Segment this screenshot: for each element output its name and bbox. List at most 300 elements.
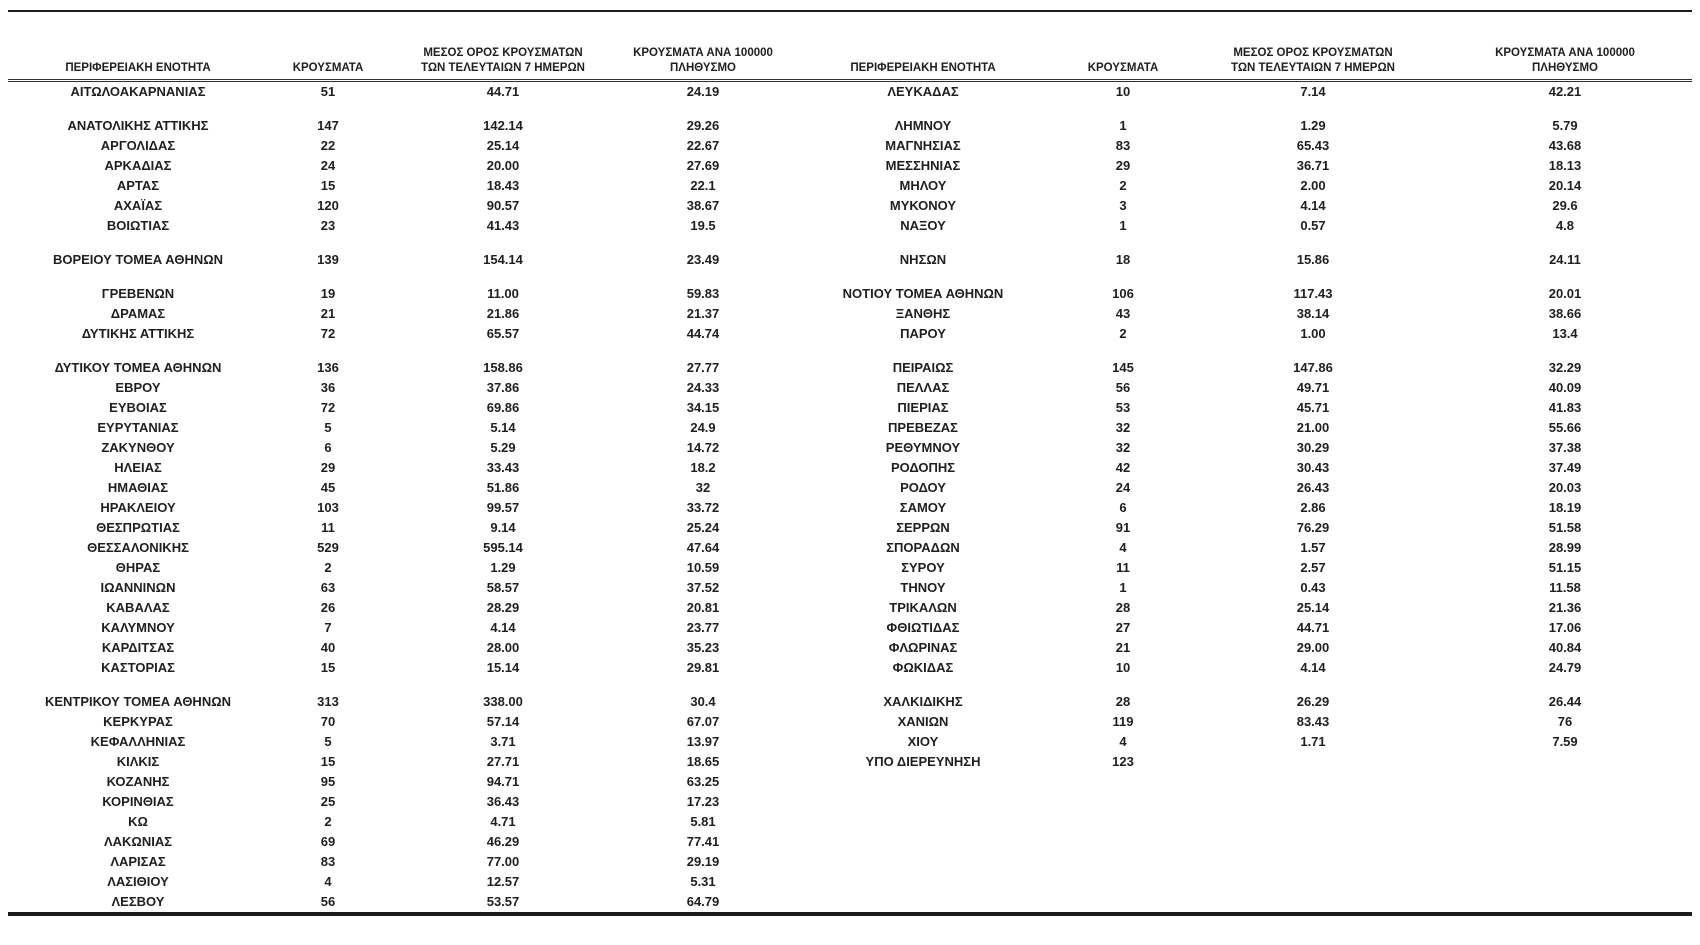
left-cases-cell: 103 <box>317 500 339 515</box>
left-per100k-cell: 32 <box>695 480 711 495</box>
left-avg7-cell: 51.86 <box>486 480 520 495</box>
right-per100k-cell <box>1438 752 1692 772</box>
right-per100k-cell: 20.14 <box>1548 178 1582 193</box>
left-region-cell: ΛΕΣΒΟΥ <box>111 894 165 909</box>
right-per100k-cell <box>1438 892 1692 914</box>
right-per100k-cell <box>1438 792 1692 812</box>
left-avg7-cell: 21.86 <box>486 306 520 321</box>
left-region-cell: ΒΟΡΕΙΟΥ ΤΟΜΕΑ ΑΘΗΝΩΝ <box>52 252 224 267</box>
right-cases-cell: 28 <box>1115 694 1131 709</box>
left-avg7-cell: 94.71 <box>486 774 520 789</box>
left-cases-cell: 56 <box>320 894 336 909</box>
left-avg7-cell: 595.14 <box>483 540 523 555</box>
right-per100k-cell: 76 <box>1557 714 1573 729</box>
table-row <box>8 344 1692 378</box>
right-avg7-cell: 1.00 <box>1300 326 1326 341</box>
right-per100k-cell: 7.59 <box>1552 734 1578 749</box>
left-avg7-cell: 158.86 <box>483 360 523 375</box>
left-avg7-cell: 33.43 <box>486 460 520 475</box>
right-avg7-cell: 45.71 <box>1296 400 1330 415</box>
right-cases-cell: 145 <box>1112 360 1134 375</box>
header-row <box>8 11 1692 81</box>
right-per100k-cell: 18.13 <box>1548 158 1582 173</box>
right-avg7-cell: 117.43 <box>1293 286 1333 301</box>
left-avg7-cell: 36.43 <box>486 794 520 809</box>
left-region-cell: ΚΟΖΑΝΗΣ <box>106 774 170 789</box>
right-per100k-cell: 21.36 <box>1548 600 1582 615</box>
right-cases-cell: 1 <box>1119 118 1127 133</box>
right-per100k-cell: 20.01 <box>1548 286 1582 301</box>
table-row <box>8 658 1692 678</box>
right-region-cell <box>788 892 1058 914</box>
left-region-cell: ΙΩΑΝΝΙΝΩΝ <box>100 580 176 595</box>
right-avg7-cell <box>1188 832 1438 852</box>
right-per100k-cell: 24.11 <box>1549 252 1581 267</box>
right-region-cell: ΡΟΔΟΠΗΣ <box>890 460 956 475</box>
left-region-cell: ΖΑΚΥΝΘΟΥ <box>101 440 175 455</box>
left-per100k-header-line1: ΚΡΟΥΣΜΑΤΑ ΑΝΑ 100000 <box>633 47 773 60</box>
left-avg7-cell: 11.00 <box>487 286 519 301</box>
left-avg7-cell: 90.57 <box>486 198 520 213</box>
left-per100k-cell: 10.59 <box>686 560 720 575</box>
table-body <box>8 81 1692 915</box>
right-region-cell: ΠΕΛΛΑΣ <box>896 380 950 395</box>
left-cases-cell: 69 <box>320 834 336 849</box>
right-avg7-cell: 0.43 <box>1300 580 1326 595</box>
right-cases-cell <box>1058 832 1188 852</box>
right-avg7-cell: 44.71 <box>1296 620 1330 635</box>
left-avg7-cell: 9.14 <box>490 520 516 535</box>
left-cases-cell: 36 <box>320 380 336 395</box>
left-avg7-cell: 1.29 <box>490 560 516 575</box>
right-avg7-cell <box>1188 792 1438 812</box>
right-region-cell <box>788 772 1058 792</box>
table-row <box>8 438 1692 458</box>
left-per100k-cell: 14.72 <box>686 440 720 455</box>
right-cases-cell: 53 <box>1115 400 1131 415</box>
left-per100k-cell: 63.25 <box>686 774 720 789</box>
left-per100k-header <box>618 11 788 81</box>
left-cases-cell: 40 <box>320 640 336 655</box>
right-per100k-cell: 32.29 <box>1548 360 1582 375</box>
left-per100k-cell: 18.2 <box>690 460 716 475</box>
left-per100k-cell: 27.77 <box>686 360 720 375</box>
right-region-cell <box>788 832 1058 852</box>
left-per100k-cell: 77.41 <box>686 834 720 849</box>
left-per100k-cell: 29.19 <box>686 854 720 869</box>
table-row <box>8 102 1692 136</box>
left-cases-cell: 72 <box>320 400 336 415</box>
right-region-cell: ΠΑΡΟΥ <box>900 326 946 341</box>
right-region-cell: ΛΕΥΚΑΔΑΣ <box>887 84 959 99</box>
right-cases-cell: 43 <box>1115 306 1131 321</box>
table-row <box>8 772 1692 792</box>
left-per100k-cell: 5.31 <box>690 874 716 889</box>
left-avg7-cell: 28.29 <box>486 600 520 615</box>
table-row <box>8 618 1692 638</box>
left-per100k-cell: 23.49 <box>686 252 720 267</box>
right-cases-cell: 91 <box>1115 520 1131 535</box>
left-avg7-cell: 53.57 <box>486 894 520 909</box>
right-region-cell: ΜΥΚΟΝΟΥ <box>889 198 957 213</box>
left-avg7-cell: 20.00 <box>486 158 520 173</box>
table-row <box>8 578 1692 598</box>
right-avg7-cell <box>1188 812 1438 832</box>
left-region-cell: ΚΑΒΑΛΑΣ <box>106 600 170 615</box>
left-cases-cell: 29 <box>320 460 336 475</box>
right-region-cell <box>788 852 1058 872</box>
right-avg7-cell: 7.14 <box>1300 84 1326 99</box>
left-per100k-cell: 19.5 <box>690 218 716 233</box>
right-per100k-cell <box>1438 832 1692 852</box>
left-cases-cell: 95 <box>320 774 336 789</box>
left-per100k-cell: 20.81 <box>686 600 720 615</box>
right-avg7-cell: 15.86 <box>1296 252 1330 267</box>
right-cases-cell: 2 <box>1119 178 1127 193</box>
left-avg7-header-line2: ΤΩΝ ΤΕΛΕΥΤΑΙΩΝ 7 ΗΜΕΡΩΝ <box>421 62 585 75</box>
right-cases-cell: 32 <box>1115 440 1131 455</box>
right-region-cell: ΦΩΚΙΔΑΣ <box>892 660 954 675</box>
right-per100k-cell: 38.66 <box>1548 306 1582 321</box>
left-cases-cell: 51 <box>320 84 336 99</box>
table-row <box>8 872 1692 892</box>
left-region-cell: ΑΙΤΩΛΟΑΚΑΡΝΑΝΙΑΣ <box>70 84 206 99</box>
left-per100k-cell: 5.81 <box>690 814 716 829</box>
left-avg7-cell: 65.57 <box>486 326 520 341</box>
left-per100k-cell: 33.72 <box>686 500 720 515</box>
right-per100k-cell <box>1438 852 1692 872</box>
right-avg7-cell: 147.86 <box>1293 360 1333 375</box>
right-region-cell: ΠΙΕΡΙΑΣ <box>897 400 949 415</box>
table-row <box>8 712 1692 732</box>
right-region-cell: ΜΗΛΟΥ <box>899 178 947 193</box>
right-cases-cell: 2 <box>1119 326 1127 341</box>
right-avg7-cell: 36.71 <box>1296 158 1330 173</box>
right-avg7-cell <box>1188 872 1438 892</box>
right-per100k-cell: 24.79 <box>1548 660 1582 675</box>
table-row <box>8 832 1692 852</box>
left-region-cell: ΘΗΡΑΣ <box>115 560 161 575</box>
left-region-cell: ΚΩ <box>128 814 148 829</box>
right-region-cell: ΦΛΩΡΙΝΑΣ <box>888 640 958 655</box>
right-per100k-cell: 5.79 <box>1552 118 1578 133</box>
right-region-cell: ΦΘΙΩΤΙΔΑΣ <box>886 620 960 635</box>
left-per100k-cell: 44.74 <box>686 326 720 341</box>
left-cases-cell: 26 <box>320 600 336 615</box>
left-region-cell: ΚΑΣΤΟΡΙΑΣ <box>101 660 175 675</box>
right-per100k-cell: 20.03 <box>1548 480 1582 495</box>
left-avg7-cell: 5.14 <box>490 420 516 435</box>
left-per100k-cell: 13.97 <box>686 734 720 749</box>
right-per100k-cell: 37.49 <box>1548 460 1582 475</box>
right-per100k-cell: 51.58 <box>1548 520 1582 535</box>
left-avg7-cell: 46.29 <box>486 834 520 849</box>
right-cases-cell: 24 <box>1115 480 1131 495</box>
left-region-cell: ΒΟΙΩΤΙΑΣ <box>106 218 170 233</box>
right-per100k-cell: 18.19 <box>1548 500 1582 515</box>
right-per100k-header <box>1438 11 1692 81</box>
right-per100k-cell: 17.06 <box>1548 620 1582 635</box>
right-avg7-cell: 38.14 <box>1296 306 1330 321</box>
right-per100k-header-line1: ΚΡΟΥΣΜΑΤΑ ΑΝΑ 100000 <box>1495 47 1635 60</box>
left-per100k-cell: 47.64 <box>686 540 720 555</box>
right-region-cell: ΡΕΘΥΜΝΟΥ <box>885 440 961 455</box>
right-region-cell: ΛΗΜΝΟΥ <box>894 118 952 133</box>
left-per100k-header-line2: ΠΛΗΘΥΣΜΟ <box>669 62 736 75</box>
table-row <box>8 304 1692 324</box>
right-cases-cell: 32 <box>1115 420 1131 435</box>
right-region-cell: ΣΑΜΟΥ <box>899 500 947 515</box>
left-avg7-cell: 69.86 <box>486 400 520 415</box>
right-cases-cell: 4 <box>1119 734 1127 749</box>
right-per100k-cell <box>1438 772 1692 792</box>
right-avg7-cell: 4.14 <box>1300 660 1326 675</box>
right-per100k-cell: 55.66 <box>1548 420 1582 435</box>
right-region-cell: ΧΙΟΥ <box>907 734 939 749</box>
left-avg7-cell: 44.71 <box>486 84 520 99</box>
left-avg7-cell: 12.57 <box>486 874 520 889</box>
right-cases-cell: 42 <box>1115 460 1131 475</box>
table-row <box>8 216 1692 236</box>
right-region-cell: ΥΠΟ ΔΙΕΡΕΥΝΗΣΗ <box>865 754 981 769</box>
left-avg7-cell: 154.14 <box>483 252 523 267</box>
right-region-cell: ΡΟΔΟΥ <box>900 480 946 495</box>
right-per100k-cell: 43.68 <box>1548 138 1582 153</box>
right-per100k-cell: 42.21 <box>1548 84 1582 99</box>
right-per100k-cell: 11.58 <box>1549 580 1581 595</box>
left-avg7-cell: 58.57 <box>486 580 520 595</box>
right-region-header: ΠΕΡΙΦΕΡΕΙΑΚΗ ΕΝΟΤΗΤΑ <box>788 11 1058 81</box>
table-header <box>8 11 1692 81</box>
right-cases-cell <box>1058 792 1188 812</box>
right-avg7-cell: 1.29 <box>1300 118 1326 133</box>
right-per100k-cell: 28.99 <box>1548 540 1582 555</box>
right-avg7-cell: 83.43 <box>1296 714 1330 729</box>
left-per100k-cell: 22.1 <box>690 178 716 193</box>
left-region-cell: ΚΕΡΚΥΡΑΣ <box>103 714 173 729</box>
right-region-cell: ΤΗΝΟΥ <box>900 580 946 595</box>
left-per100k-cell: 30.4 <box>690 694 716 709</box>
right-per100k-cell: 40.09 <box>1548 380 1582 395</box>
right-region-cell: ΠΕΙΡΑΙΩΣ <box>892 360 954 375</box>
table-row <box>8 270 1692 304</box>
left-region-cell: ΚΑΡΔΙΤΣΑΣ <box>101 640 175 655</box>
right-avg7-cell: 49.71 <box>1296 380 1330 395</box>
left-per100k-cell: 24.33 <box>686 380 720 395</box>
right-region-cell: ΞΑΝΘΗΣ <box>895 306 951 321</box>
table-row <box>8 176 1692 196</box>
left-avg7-cell: 4.14 <box>490 620 516 635</box>
right-region-cell: ΣΕΡΡΩΝ <box>896 520 950 535</box>
left-region-cell: ΛΑΣΙΘΙΟΥ <box>107 874 169 889</box>
left-per100k-cell: 17.23 <box>686 794 720 809</box>
table-row <box>8 196 1692 216</box>
right-avg7-cell <box>1188 852 1438 872</box>
right-cases-cell: 106 <box>1112 286 1134 301</box>
right-cases-cell <box>1058 852 1188 872</box>
right-cases-cell: 18 <box>1115 252 1131 267</box>
right-per100k-cell: 41.83 <box>1548 400 1582 415</box>
left-cases-cell: 2 <box>324 814 332 829</box>
table-row <box>8 324 1692 344</box>
left-cases-cell: 63 <box>320 580 336 595</box>
right-cases-cell: 3 <box>1119 198 1127 213</box>
right-avg7-cell: 21.00 <box>1296 420 1330 435</box>
right-region-cell: ΝΑΞΟΥ <box>900 218 946 233</box>
right-avg7-cell: 29.00 <box>1296 640 1330 655</box>
right-per100k-cell: 40.84 <box>1548 640 1582 655</box>
left-cases-cell: 72 <box>320 326 336 341</box>
left-region-cell: ΘΕΣΣΑΛΟΝΙΚΗΣ <box>87 540 189 555</box>
right-avg7-cell: 2.86 <box>1300 500 1326 515</box>
right-avg7-header-line1: ΜΕΣΟΣ ΟΡΟΣ ΚΡΟΥΣΜΑΤΩΝ <box>1233 47 1393 60</box>
left-avg7-cell: 28.00 <box>486 640 520 655</box>
right-cases-cell: 21 <box>1115 640 1131 655</box>
right-avg7-cell <box>1188 772 1438 792</box>
right-avg7-header-line2: ΤΩΝ ΤΕΛΕΥΤΑΙΩΝ 7 ΗΜΕΡΩΝ <box>1231 62 1395 75</box>
right-per100k-cell <box>1438 872 1692 892</box>
left-avg7-cell: 99.57 <box>486 500 520 515</box>
right-region-cell: ΜΕΣΣΗΝΙΑΣ <box>885 158 961 173</box>
left-cases-cell: 83 <box>320 854 336 869</box>
right-per100k-cell: 4.8 <box>1555 218 1575 233</box>
right-cases-cell: 4 <box>1119 540 1127 555</box>
left-avg7-cell: 77.00 <box>486 854 520 869</box>
left-region-cell: ΘΕΣΠΡΩΤΙΑΣ <box>96 520 180 535</box>
table-row <box>8 638 1692 658</box>
left-avg7-header-line1: ΜΕΣΟΣ ΟΡΟΣ ΚΡΟΥΣΜΑΤΩΝ <box>423 47 583 60</box>
left-cases-cell: 25 <box>320 794 336 809</box>
left-per100k-cell: 37.52 <box>686 580 720 595</box>
left-region-cell: ΗΡΑΚΛΕΙΟΥ <box>100 500 176 515</box>
left-per100k-cell: 64.79 <box>686 894 720 909</box>
right-region-cell: ΝΗΣΩΝ <box>899 252 947 267</box>
table-row <box>8 538 1692 558</box>
right-per100k-cell: 51.15 <box>1548 560 1582 575</box>
left-cases-cell: 136 <box>317 360 339 375</box>
right-region-cell: ΠΡΕΒΕΖΑΣ <box>888 420 958 435</box>
left-avg7-cell: 27.71 <box>486 754 520 769</box>
right-avg7-cell: 2.57 <box>1300 560 1326 575</box>
left-region-cell: ΑΡΤΑΣ <box>116 178 160 193</box>
right-per100k-cell: 37.38 <box>1548 440 1582 455</box>
left-cases-cell: 313 <box>317 694 339 709</box>
left-region-cell: ΚΕΝΤΡΙΚΟΥ ΤΟΜΕΑ ΑΘΗΝΩΝ <box>44 694 232 709</box>
right-region-cell <box>788 812 1058 832</box>
left-region-cell: ΕΒΡΟΥ <box>115 380 161 395</box>
table-row <box>8 236 1692 270</box>
left-cases-cell: 147 <box>317 118 339 133</box>
right-cases-cell: 6 <box>1119 500 1127 515</box>
left-cases-cell: 529 <box>317 540 339 555</box>
table-row <box>8 598 1692 618</box>
table-row <box>8 558 1692 578</box>
left-avg7-cell: 57.14 <box>486 714 520 729</box>
left-per100k-cell: 38.67 <box>686 198 720 213</box>
right-avg7-cell: 2.00 <box>1300 178 1326 193</box>
right-cases-cell: 11 <box>1116 560 1130 575</box>
left-cases-cell: 24 <box>320 158 336 173</box>
right-region-cell: ΣΥΡΟΥ <box>901 560 945 575</box>
left-cases-cell: 7 <box>324 620 332 635</box>
left-region-cell: ΔΥΤΙΚΟΥ ΤΟΜΕΑ ΑΘΗΝΩΝ <box>54 360 222 375</box>
left-cases-cell: 15 <box>320 660 336 675</box>
left-region-cell: ΑΧΑΪΑΣ <box>113 198 163 213</box>
left-cases-cell: 45 <box>320 480 336 495</box>
right-cases-cell <box>1058 772 1188 792</box>
right-avg7-cell: 26.29 <box>1296 694 1330 709</box>
right-avg7-cell: 76.29 <box>1296 520 1330 535</box>
left-region-cell: ΚΑΛΥΜΝΟΥ <box>101 620 175 635</box>
left-per100k-cell: 22.67 <box>686 138 720 153</box>
left-cases-cell: 22 <box>320 138 336 153</box>
left-cases-cell: 5 <box>324 734 332 749</box>
right-per100k-header-line2: ΠΛΗΘΥΣΜΟ <box>1531 62 1598 75</box>
left-region-cell: ΑΝΑΤΟΛΙΚΗΣ ΑΤΤΙΚΗΣ <box>67 118 209 133</box>
left-cases-cell: 4 <box>324 874 332 889</box>
table-row <box>8 398 1692 418</box>
left-region-cell: ΛΑΚΩΝΙΑΣ <box>103 834 173 849</box>
right-avg7-cell: 0.57 <box>1300 218 1326 233</box>
left-region-cell: ΗΛΕΙΑΣ <box>114 460 162 475</box>
right-cases-header: ΚΡΟΥΣΜΑΤΑ <box>1058 11 1188 81</box>
table-row <box>8 498 1692 518</box>
right-avg7-cell: 4.14 <box>1300 198 1326 213</box>
table-row <box>8 81 1692 103</box>
right-per100k-cell: 29.6 <box>1552 198 1578 213</box>
left-avg7-cell: 4.71 <box>490 814 516 829</box>
left-avg7-cell: 338.00 <box>483 694 523 709</box>
right-cases-cell <box>1058 892 1188 914</box>
right-cases-cell: 1 <box>1119 580 1127 595</box>
left-per100k-cell: 25.24 <box>686 520 720 535</box>
left-avg7-cell: 25.14 <box>486 138 520 153</box>
right-region-cell: ΣΠΟΡΑΔΩΝ <box>886 540 960 555</box>
left-avg7-cell: 41.43 <box>486 218 520 233</box>
right-per100k-cell: 26.44 <box>1548 694 1582 709</box>
left-per100k-cell: 27.69 <box>686 158 720 173</box>
table-row <box>8 752 1692 772</box>
right-region-cell: ΝΟΤΙΟΥ ΤΟΜΕΑ ΑΘΗΝΩΝ <box>842 286 1004 301</box>
left-cases-cell: 15 <box>320 754 336 769</box>
right-avg7-cell: 25.14 <box>1296 600 1330 615</box>
right-avg7-cell <box>1188 892 1438 914</box>
table-row <box>8 792 1692 812</box>
right-avg7-cell: 30.29 <box>1296 440 1330 455</box>
left-region-cell: ΕΥΒΟΙΑΣ <box>109 400 167 415</box>
left-region-cell: ΚΕΦΑΛΛΗΝΙΑΣ <box>90 734 186 749</box>
left-region-cell: ΗΜΑΘΙΑΣ <box>107 480 169 495</box>
right-cases-cell: 119 <box>1112 714 1134 729</box>
left-cases-cell: 19 <box>320 286 336 301</box>
left-cases-cell: 2 <box>324 560 332 575</box>
left-avg7-cell: 5.29 <box>490 440 516 455</box>
right-avg7-cell: 30.43 <box>1296 460 1330 475</box>
left-avg7-cell: 15.14 <box>486 660 520 675</box>
left-per100k-cell: 29.26 <box>686 118 720 133</box>
left-cases-cell: 23 <box>320 218 336 233</box>
left-per100k-cell: 24.19 <box>686 84 720 99</box>
right-region-cell: ΜΑΓΝΗΣΙΑΣ <box>885 138 961 153</box>
table-row <box>8 892 1692 914</box>
right-cases-cell: 83 <box>1115 138 1131 153</box>
right-avg7-cell: 1.71 <box>1300 734 1326 749</box>
left-cases-cell: 70 <box>320 714 336 729</box>
table-row <box>8 378 1692 398</box>
left-region-cell: ΑΡΓΟΛΙΔΑΣ <box>100 138 176 153</box>
table-row <box>8 478 1692 498</box>
right-cases-cell <box>1058 872 1188 892</box>
